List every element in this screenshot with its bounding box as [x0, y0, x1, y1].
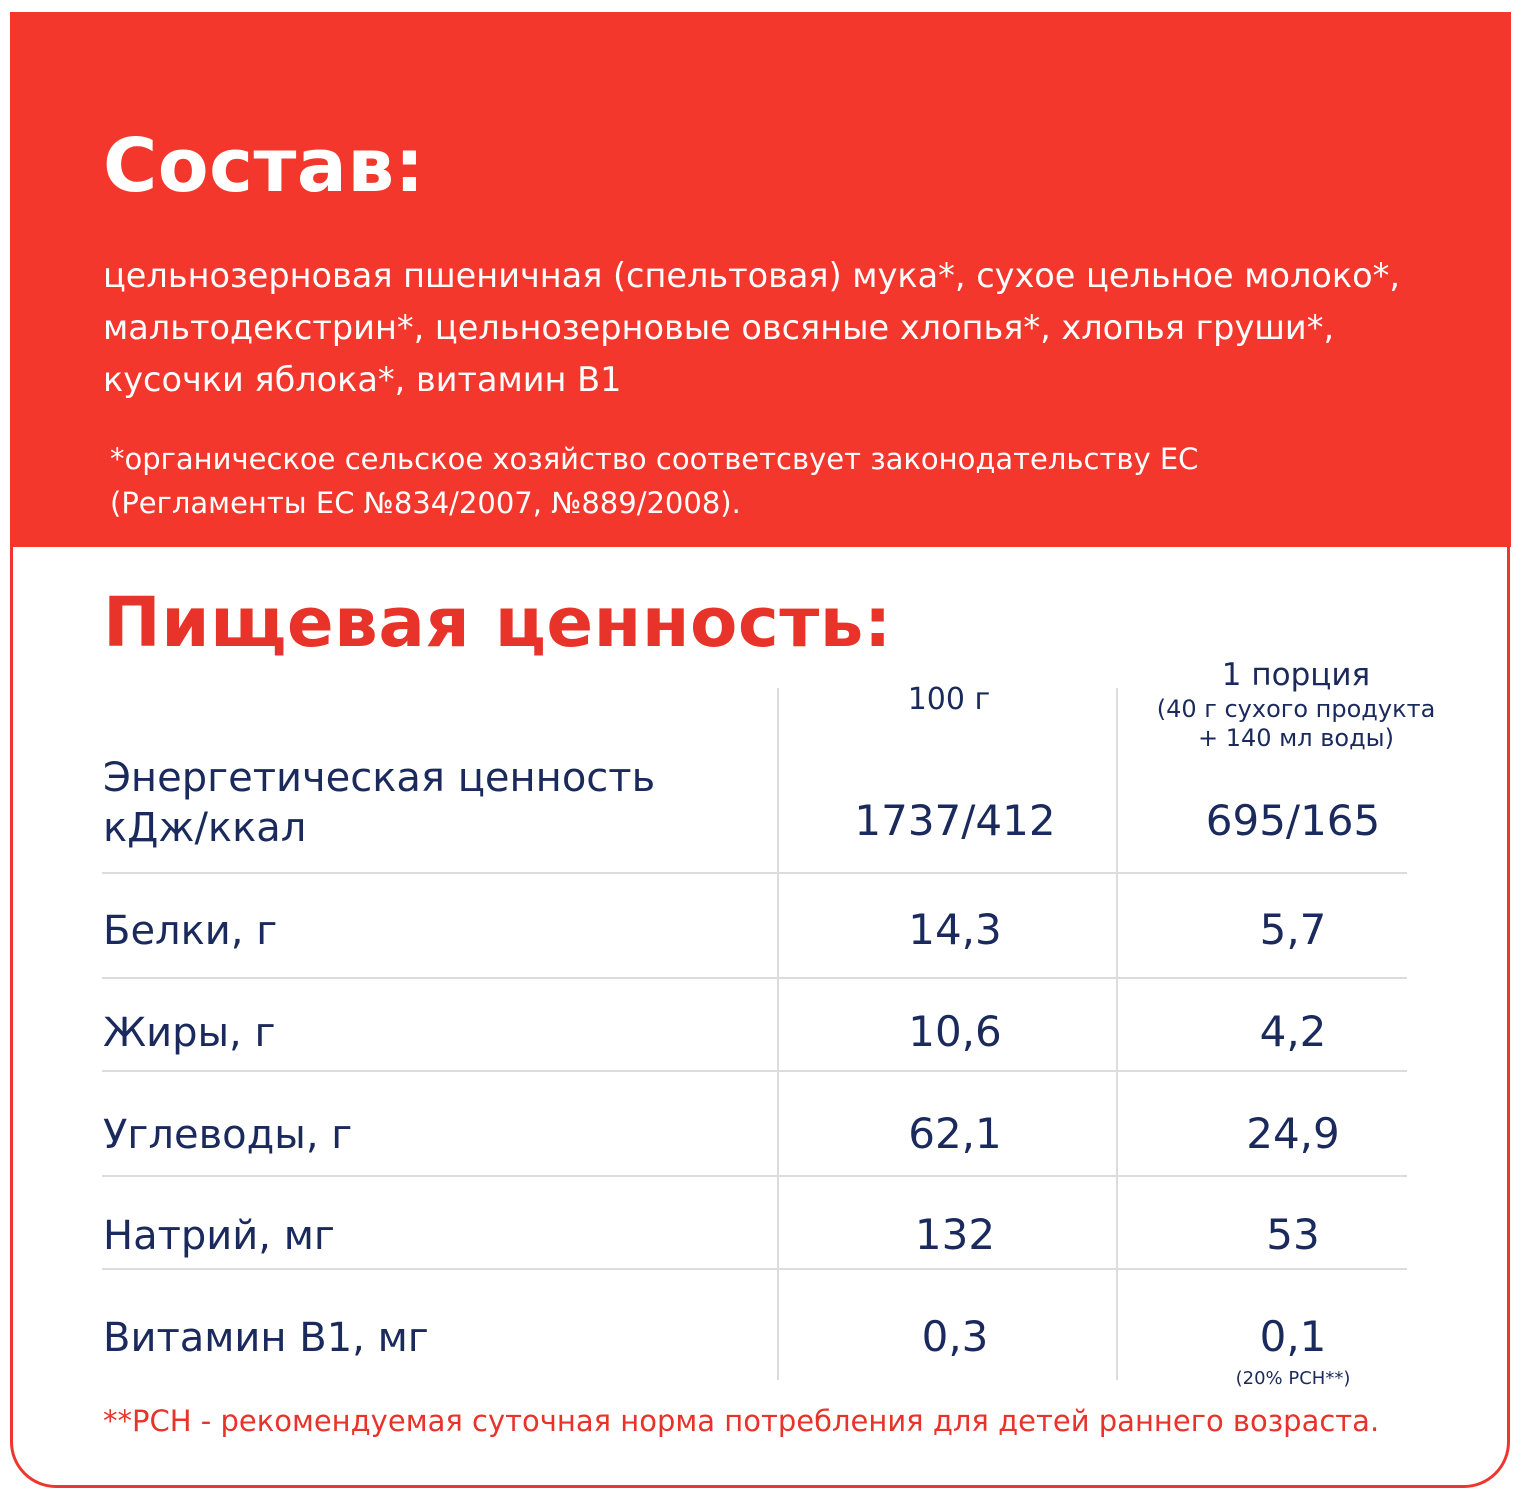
cell-carbs-100g: 62,1 [908, 1109, 1002, 1158]
cell-sodium-portion: 53 [1266, 1210, 1320, 1259]
portion-header-label: 1 порция [1221, 657, 1371, 693]
organic-note-line: *органическое сельское хозяйство соответсвует законодательству ЕС [110, 442, 1199, 476]
row-label-line: кДж/ккал [103, 805, 307, 851]
ingredients-line: цельнозерновая пшеничная (спельтовая) мука*, сухое цельное молоко*, [103, 256, 1401, 295]
cell-fat-portion: 4,2 [1259, 1007, 1327, 1056]
composition-title: Состав: [103, 123, 425, 209]
column-divider [777, 688, 779, 1380]
nutrition-title: Пищевая ценность: [103, 583, 893, 663]
row-label-sodium: Натрий, мг [103, 1213, 335, 1259]
row-divider [102, 1070, 1407, 1072]
cell-protein-100g: 14,3 [908, 905, 1002, 954]
column-header-100g: 100 г [907, 682, 991, 717]
portion-header-sub: (40 г сухого продукта [1156, 695, 1436, 723]
row-label-carbs: Углеводы, г [103, 1112, 353, 1158]
row-label-line: Энергетическая ценность [103, 755, 656, 801]
row-label-vitamin-b1: Витамин B1, мг [103, 1315, 429, 1361]
row-label-protein: Белки, г [103, 908, 278, 954]
cell-protein-portion: 5,7 [1259, 905, 1327, 954]
cell-energy-portion: 695/165 [1205, 796, 1381, 845]
ingredients-line: мальтодекстрин*, цельнозерновые овсяные хлопья*, хлопья груши*, [103, 308, 1335, 347]
row-divider [102, 1175, 1407, 1177]
ingredients-line: кусочки яблока*, витамин B1 [103, 360, 622, 399]
cell-energy-100g: 1737/412 [854, 796, 1056, 845]
row-divider [102, 1268, 1407, 1270]
organic-note-line: (Регламенты ЕС №834/2007, №889/2008). [110, 486, 741, 520]
cell-vitamin-b1-100g: 0,3 [921, 1312, 989, 1361]
cell-carbs-portion: 24,9 [1246, 1109, 1340, 1158]
rsn-percentage-note: (20% РСН**) [1235, 1368, 1351, 1389]
organic-note [110, 437, 1198, 525]
row-label-energy [103, 753, 655, 853]
cell-vitamin-b1-portion: 0,1 [1259, 1312, 1327, 1361]
cell-sodium-100g: 132 [914, 1210, 996, 1259]
column-header-portion [1118, 655, 1474, 753]
ingredients-text [103, 250, 1493, 406]
cell-fat-100g: 10,6 [908, 1007, 1002, 1056]
portion-header-sub: + 140 мл воды) [1198, 724, 1394, 752]
rsn-footnote: **РСН - рекомендуемая суточная норма потребления для детей раннего возраста. [103, 1404, 1380, 1438]
row-divider [102, 977, 1407, 979]
row-label-fat: Жиры, г [103, 1010, 276, 1056]
row-divider [102, 872, 1407, 874]
